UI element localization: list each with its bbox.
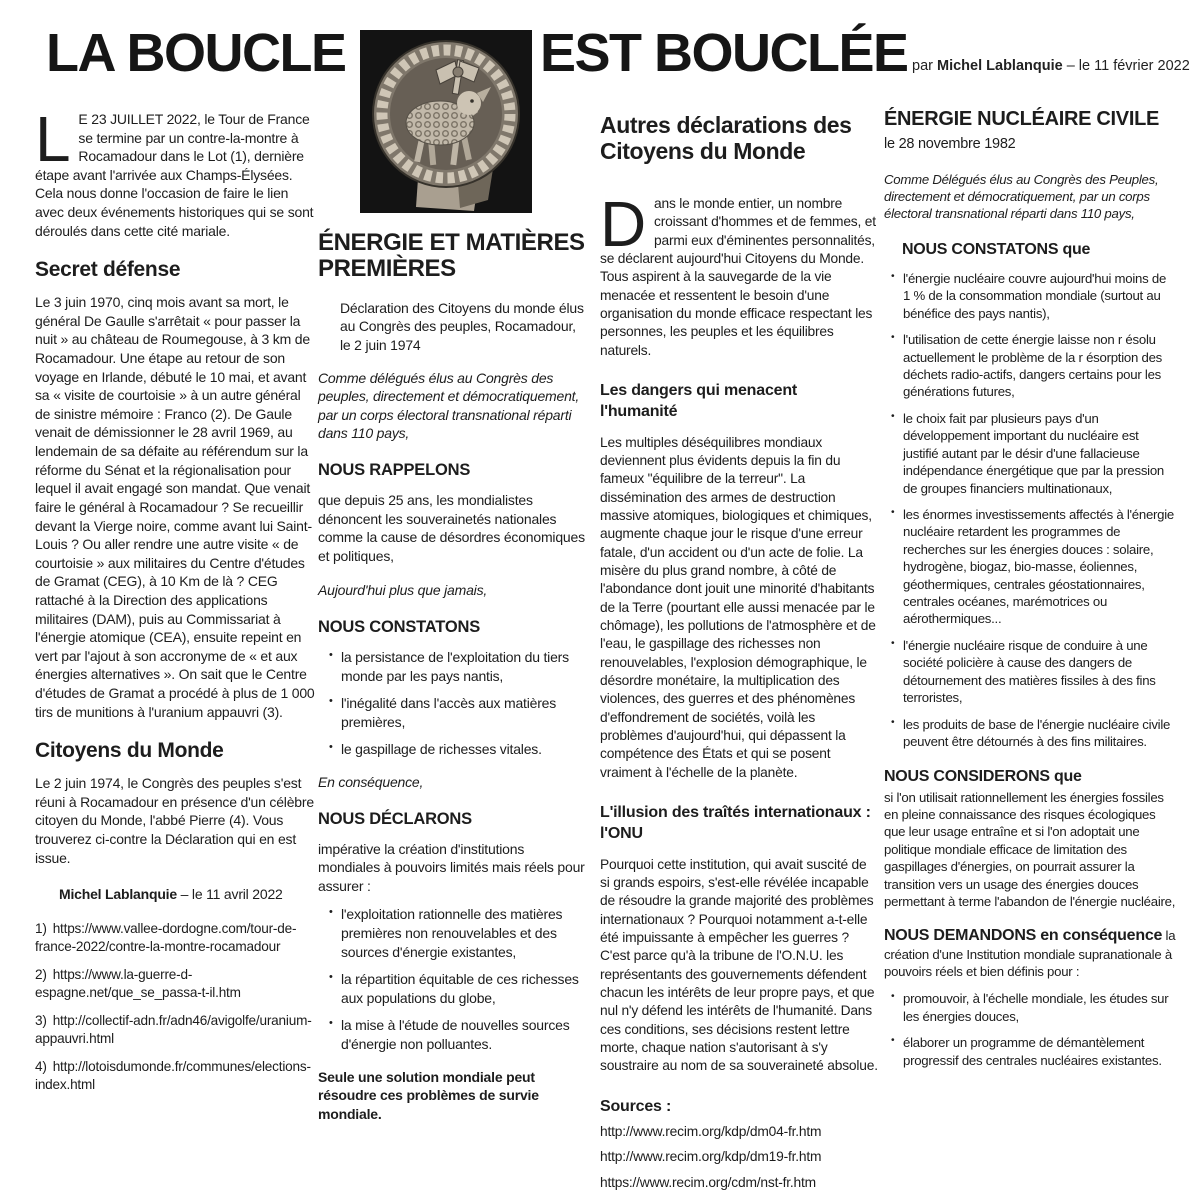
byline-author: Michel Lablanquie [937,58,1063,74]
dropcap-D: D [600,187,647,260]
citoyens-paragraph: Le 2 juin 1974, le Congrès des peuples s'est réuni à Rocamadour en présence d'un célèbre citoyen du Monde, l'abbé Pierre (4). Vous trouverez ci-contre la Déclaration qui en est issue. [35,775,314,866]
agnus-dei-medallion-photo [360,30,532,213]
footnote-2 [35,966,317,1002]
source-url-2: http://www.recim.org/kdp/dm19-fr.htm [600,1149,822,1165]
source-url-1: http://www.recim.org/kdp/dm04-fr.htm [600,1123,822,1139]
column-intro [35,103,317,1104]
page-title-left: LA BOUCLE [46,23,346,83]
heading-nous-considerons-que: NOUS CONSIDERONS que [884,768,1082,786]
constatons-bullet-2: • l'inégalité dans l'accès aux matières premières, [328,694,586,731]
column-energie-nucleaire [884,106,1176,1078]
heading-nous-declarons: NOUS DÉCLARONS [318,809,472,828]
page-title-right: EST BOUCLÉE [540,23,908,83]
lamb-carving-image [360,30,532,213]
intro-italic: Comme délégués élus au Congrès des peuples, directement et démocratiquement, par un corps électoral transnational réparti dans 110 pays, [318,369,580,442]
heading-citoyens-du-monde: Citoyens du Monde [35,739,224,763]
heading-nous-rappelons: NOUS RAPPELONS [318,461,471,480]
footnote-1 [35,920,317,956]
demandons-bullet-1: • promouvoir, à l'échelle mondiale, les études sur les énergies douces, [890,990,1176,1025]
rappelons-paragraph: que depuis 25 ans, les mondialistes dénoncent les souverainetés nationales comme la cause de désordres économiques et politiques, [318,491,585,564]
heading-onu: L'illusion des traîtés internationaux : l'ONU [600,804,871,843]
dangers-paragraph: Les multiples déséquilibres mondiaux deviennent plus évidents depuis la fin du fameux "équilibre de la terreur". La dissémination des armes de destruction massive atomiques, biologiques et chimiques, augmente chaque jour le risque d'une erreur fatale, d'un accident ou d'un acte de folie. La misère du plus grand nombre, à côté de l'abondance dont jouit une minorité d'habitants de la Terre (pourtant elle aussi menacée par le chômage), les pollutions de l'atmosphère et de l'eau, le gaspillage des richesses non renouvelables, l'explosion démographique, le désordre monétaire, la multiplication des violences, des guerres et des phénomènes d'effondrement de sociétés, voilà les problèmes d'aujourd'hui, qui dépassent la compétence des États et qui se posent vraiment à l'échelle de la planète. [600,434,876,780]
footnote-url: http://lotoisdumonde.fr/communes/elections-index.html [35,1059,311,1093]
considerons-paragraph: si l'on utilisait rationnellement les énergies fossiles en pleine connaissance des risques écologiques que leur usage entraîne et si l'on adoptait une politique mondiale efficace de limitation des gaspillages d'énergies, on pourrait assurer la transition vers un usage des énergies douces permettant à terme l'abandon de l'énergie nucléaire, [884,789,1176,910]
heading-autres-declarations: Autres déclarations des Citoyens du Monde [600,112,852,165]
conclusion-bold: Seule une solution mondiale peut résoudre ces problèmes de survie mondiale. [318,1068,539,1122]
demandons-bullet-2: • élaborer un programme de démantèlement progressif des centrales nucléaires existantes. [890,1034,1176,1069]
footnote-number: 4) [35,1059,47,1075]
heading-dangers: Les dangers qui menacent l'humanité [600,381,798,421]
declarons-bullet-2: • la répartition équitable de ces richesses aux populations du globe, [328,970,586,1007]
heading-energie-matieres: ÉNERGIE ET MATIÈRES PREMIÈRES [318,229,585,283]
nucleaire-bullet-6: • les produits de base de l'énergie nucléaire civile peuvent être détournés à des fins militaires. [890,716,1176,751]
declarons-bullet-3: • la mise à l'étude de nouvelles sources d'énergie non polluantes. [328,1016,586,1053]
source-url-3: https://www.recim.org/cdm/nst-fr.htm [600,1174,816,1190]
declarons-paragraph: impérative la création d'institutions mondiales à pouvoirs limités mais réels pour assurer : [318,840,585,894]
lead-text: E 23 JUILLET 2022, le Tour de France se termine par un contre-la-montre à Rocamadour dans le Lot (1), dernière étape avant l'arrivée aux Champs-Élysées. Cela nous donne l'occasion de faire le lien avec deux événements historiques qui se sont déroulés dans cette cité mariale. [35,111,314,239]
heading-nous-constatons-que: NOUS CONSTATONS que [902,240,1091,258]
footnote-4 [35,1058,317,1094]
footnote-url: https://www.la-guerre-d-espagne.net/que_se_passa-t-il.htm [35,966,241,1001]
lead-paragraph [600,187,878,360]
footnote-number: 2) [35,966,47,982]
footnote-url: https://www.vallee-dordogne.com/tour-de-france-2022/contre-la-montre-rocamadour [35,920,297,954]
byline [912,58,1190,74]
onu-paragraph: Pourquoi cette institution, qui avait suscité de si grands espoirs, s'est-elle révélée incapable de résoudre la grande majorité des problèmes internationaux ? Pourquoi notamment a-t-elle été impuissante à empêcher les guerres ? C'est parce qu'à la tribune de l'O.N.U. les représentants des gouvernements défendent chacun les intérêts de leur propre pays, et que nul n'y défend les intérêts de l'humanité. Dans ces conditions, ses décisions restent lettre morte, chaque nation s'autorisant à s'y soustraire au nom de sa souveraineté absolue. [600,856,878,1074]
column-autres-declarations [600,112,878,1199]
nucleaire-bullet-4: • les énormes investissements affectés à l'énergie nucléaire retardent les programmes de recherches sur les énergies douces : solaire, hydrogène, biogaz, bio-masse, éoliennes, géothermiques, centrales géostationnaires, centrales océanes, marémotrices ou aérothermiques... [890,506,1176,628]
lead-paragraph [35,103,317,240]
footnote-url: http://collectif-adn.fr/adn46/avigolfe/uranium-appauvri.html [35,1013,312,1047]
constatons-bullet-1: • la persistance de l'exploitation du tiers monde par les pays nantis, [328,648,586,685]
lead-text: ans le monde entier, un nombre croissant d'hommes et de femmes, et parmi eux d'éminentes personnalités, se déclarent aujourd'hui Citoyens du Monde. Tous aspirent à la sauvegarde de la vie menacée et ressentent le besoin d'une organisation du monde efficace respectant les personnes, les peuples et les équilibres naturels. [600,195,876,358]
byline-date: – le 11 février 2022 [1062,58,1190,74]
secret-defense-paragraph: Le 3 juin 1970, cinq mois avant sa mort, le général De Gaulle s'arrêtait « pour passer la nuit » au château de Roumegouse, à 3 km de Rocamadour. Une étape au retour de son voyage en Irlande, débuté le 10 mai, et avant sa « visite de courtoisie » à un autre général de sinistre mémoire : Franco (2). De Gaule venait de démissionner le 28 avril 1969, au lendemain de sa défaite au référendum sur la réforme du Sénat et la régionalisation pour lequel il avait engagé son mandat. Que venait faire le général à Rocamadour ? Se recueillir devant la Vierge noire, comme avant lui Saint-Louis ? Ou aller rendre une autre visite « de courtoisie » aux militaires du Centre d'études de Gramat (CEG), à 10 Km de là ? CEG rattaché à la Direction des applications militaires (DAM), puis au Commissariat à l'énergie atomique (CEA), ensuite repeint en vert par l'ajout à son accronyme de « et aux énergies alternatives ». On sait que le Centre d'études de Gramat a procédé à plus de 1 000 tirs de munitions à l'uranium appauvri (3). [35,294,315,720]
declaration-date: le 28 novembre 1982 [884,136,1016,153]
constatons-bullet-3: • le gaspillage de richesses vitales. [328,740,586,759]
byline-prefix: par [912,58,937,74]
footnote-number: 3) [35,1013,47,1029]
heading-sources: Sources : [600,1097,672,1115]
heading-nous-demandons: NOUS DEMANDONS en conséquence [884,926,1163,944]
nucleaire-bullet-3: • le choix fait par plusieurs pays d'un développement important du nucléaire est justifié autant par le désir d'une fallacieuse indépendance énergétique que par la pression de groupes financiers multinationaux, [890,410,1176,497]
signature [35,885,317,904]
heading-energie-nucleaire: ÉNERGIE NUCLÉAIRE CIVILE [884,108,1160,130]
heading-nous-constatons: NOUS CONSTATONS [318,618,481,637]
column-declaration-1974 [318,230,586,1133]
declarons-bullet-1: • l'exploitation rationnelle des matières premières non renouvelables et des sources d'énergie existantes, [328,905,586,961]
heading-secret-defense: Secret défense [35,258,181,282]
nucleaire-bullet-1: • l'énergie nucléaire couvre aujourd'hui moins de 1 % de la consommation mondiale (surtout au bénéfice des pays nantis), [890,270,1176,322]
signature-author: Michel Lablanquie [59,886,177,903]
footnote-3 [35,1012,317,1048]
demandons-paragraph [884,925,1176,981]
aujourdhui-italic: Aujourd'hui plus que jamais, [318,582,488,599]
consequence-italic: En conséquence, [318,774,424,791]
nucleaire-bullet-5: • l'énergie nucléaire risque de conduire à une société policière à cause des dangers de détournement des matières fissiles à des fins terroristes, [890,637,1176,707]
signature-date: – le 11 avril 2022 [176,886,283,903]
intro-italic: Comme Délégués élus au Congrès des Peuples, directement et démocratiquement, par un corps électoral transnational réparti dans 110 pays, [884,171,1159,222]
nucleaire-bullet-2: • l'utilisation de cette énergie laisse non r ésolu actuellement le problème de la r ésorption des déchets radio-actifs, dangers certains pour les générations futures, [890,331,1176,401]
dropcap-L: L [35,103,71,175]
demandons-text: la création d'une Institution mondiale supranationale à pouvoirs réels et bien définis pour : [884,927,1176,980]
footnote-number: 1) [35,920,47,936]
declaration-subheading: Déclaration des Citoyens du monde élus au Congrès des peuples, Rocamadour, le 2 juin 1974 [340,299,584,353]
